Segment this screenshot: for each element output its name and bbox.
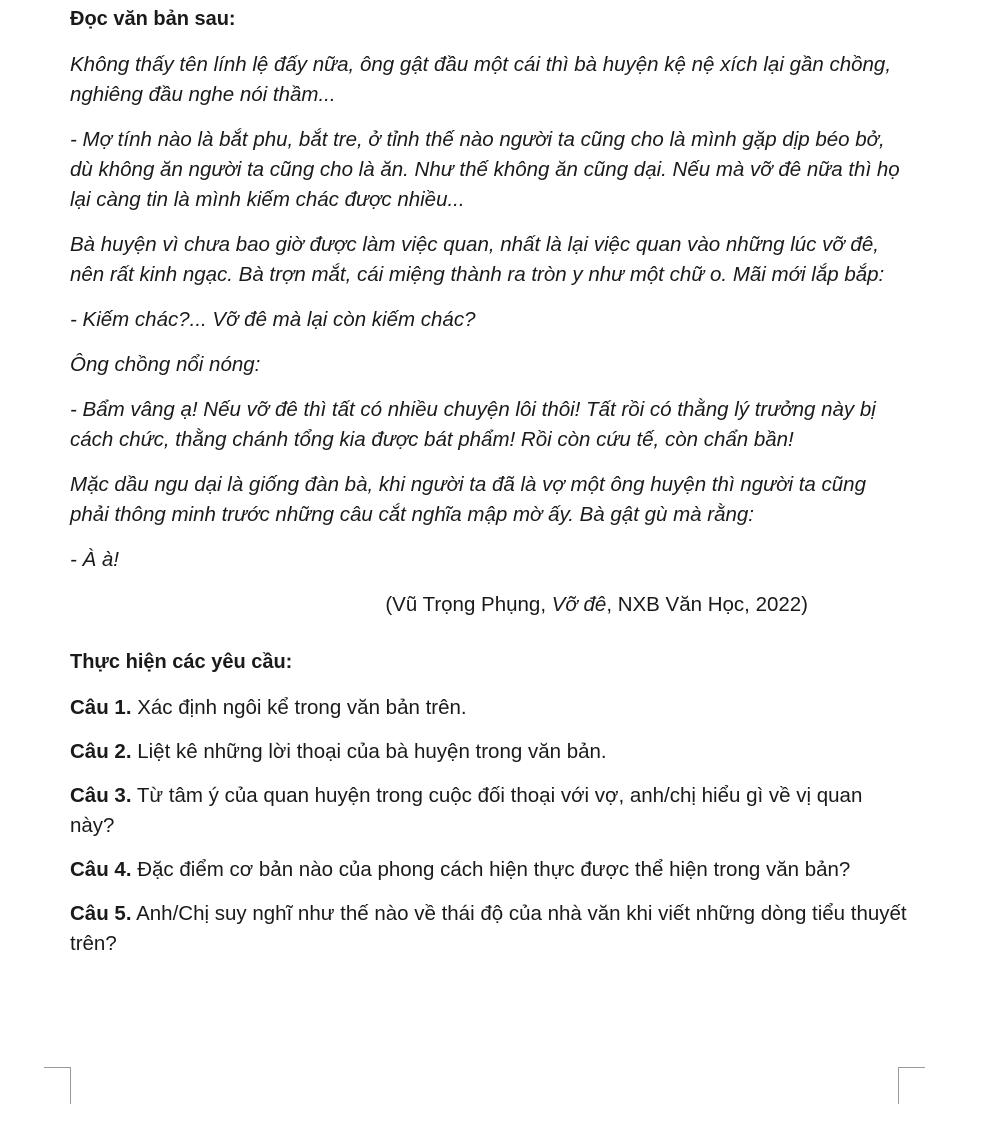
question-label: Câu 4. (70, 858, 132, 881)
page-corner-mark-right (898, 1067, 925, 1104)
question-label: Câu 5. (70, 902, 132, 925)
passage-paragraph-6: - Bẩm vâng ạ! Nếu vỡ đê thì tất có nhiều chuyện lôi thôi! Tất rồi có thằng lý trưởng này bị cách chức, thằng chánh tổng kia được bát phẩm! Rồi còn cứu tế, còn chẩn bần! (70, 398, 876, 451)
passage-paragraph-7: Mặc dầu ngu dại là giống đàn bà, khi người ta đã là vợ một ông huyện thì người ta cũng phải thông minh trước những câu cắt nghĩa mập mờ ấy. Bà gật gù mà rằng: (70, 473, 866, 526)
question-label: Câu 1. (70, 696, 132, 719)
question-text: Từ tâm ý của quan huyện trong cuộc đối thoại với vợ, anh/chị hiểu gì về vị quan này? (70, 784, 863, 837)
citation-suffix: , NXB Văn Học, 2022) (606, 593, 808, 616)
passage-paragraph-1: Không thấy tên lính lệ đấy nữa, ông gật đầu một cái thì bà huyện kệ nệ xích lại gần chồng, nghiêng đầu nghe nói thầm... (70, 53, 892, 106)
page-corner-mark-left (44, 1067, 71, 1104)
document-body (70, 4, 910, 973)
passage-paragraph-4: - Kiếm chác?... Vỡ đê mà lại còn kiếm chác? (70, 308, 476, 331)
citation-prefix: (Vũ Trọng Phụng, (385, 593, 552, 616)
passage-paragraph-2: - Mợ tính nào là bắt phu, bắt tre, ở tỉnh thế nào người ta cũng cho là mình gặp dịp béo bở, dù không ăn người ta cũng cho là ăn. Như thế không ăn cũng dại. Nếu mà vỡ đê nữa thì họ lại càng tin là mình kiếm chác được nhiều... (70, 128, 900, 211)
question-2 (70, 737, 910, 767)
passage-paragraph-8: - À à! (70, 548, 119, 571)
question-5 (70, 899, 910, 959)
question-text: Xác định ngôi kể trong văn bản trên. (131, 696, 467, 719)
passage-paragraph-3: Bà huyện vì chưa bao giờ được làm việc quan, nhất là lại việc quan vào những lúc vỡ đê, nên rất kinh ngạc. Bà trợn mắt, cái miệng thành ra tròn y như một chữ o. Mãi mới lắp bắp: (70, 233, 885, 286)
question-3 (70, 781, 910, 841)
tasks-heading: Thực hiện các yêu cầu: (70, 651, 293, 673)
question-text: Anh/Chị suy nghĩ như thế nào về thái độ của nhà văn khi viết những dòng tiểu thuyết trên? (70, 902, 907, 955)
question-4 (70, 855, 910, 885)
source-citation (70, 590, 910, 620)
question-label: Câu 3. (70, 784, 132, 807)
reading-heading: Đọc văn bản sau: (70, 8, 236, 30)
question-text: Liệt kê những lời thoại của bà huyện trong văn bản. (131, 740, 607, 763)
question-label: Câu 2. (70, 740, 132, 763)
passage-paragraph-5: Ông chồng nổi nóng: (70, 353, 261, 376)
question-1 (70, 693, 910, 723)
citation-title: Vỡ đê (551, 593, 607, 616)
question-text: Đặc điểm cơ bản nào của phong cách hiện thực được thể hiện trong văn bản? (131, 858, 851, 881)
